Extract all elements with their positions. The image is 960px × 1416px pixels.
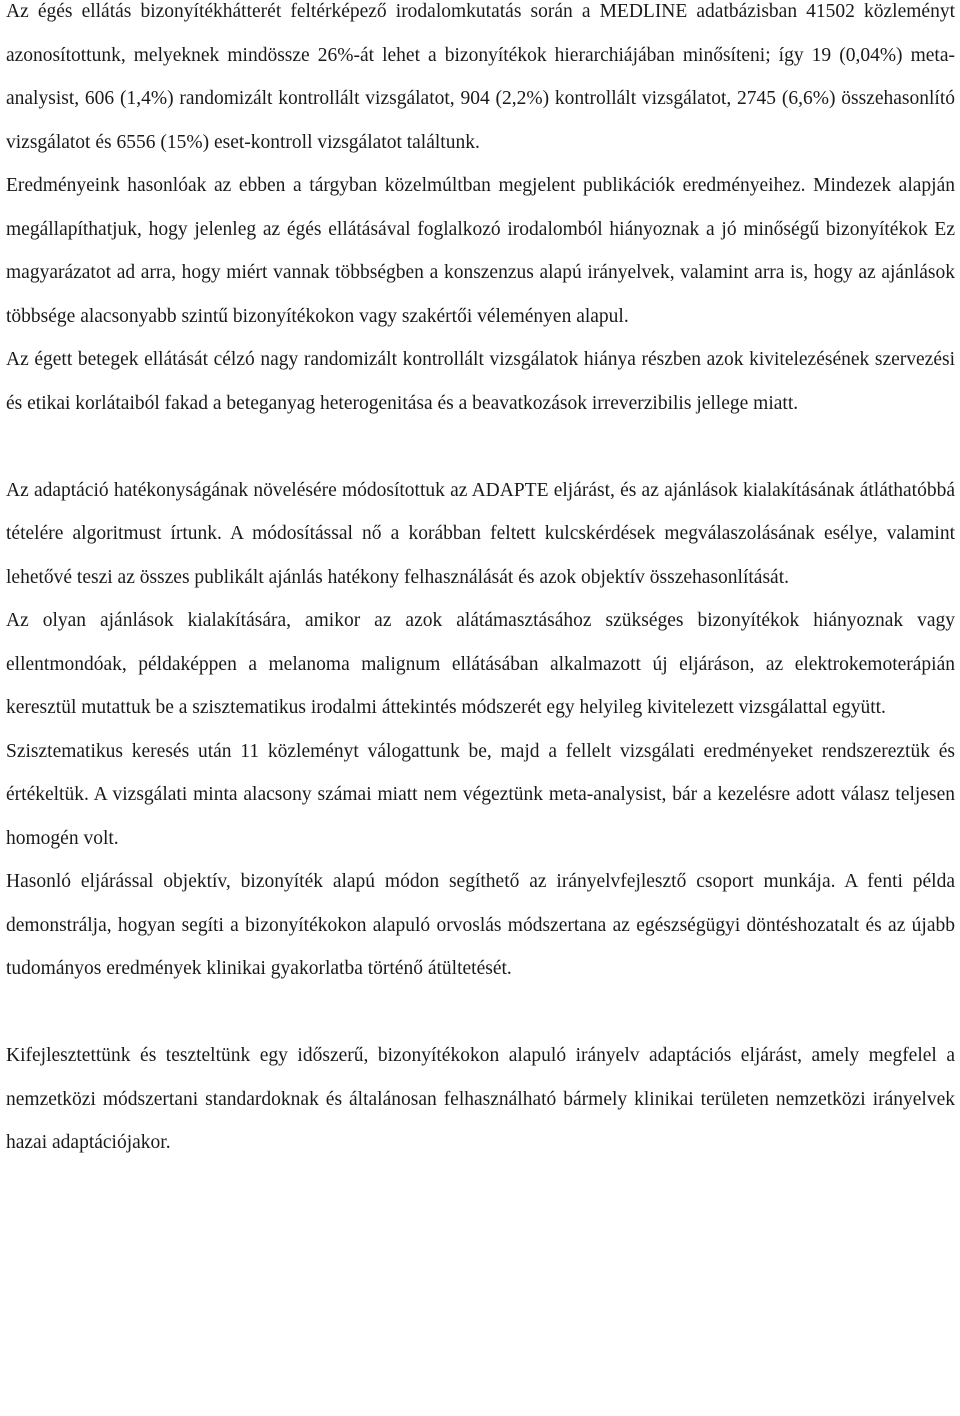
paragraph-systematic-search: Szisztematikus keresés után 11 közleményt válogattunk be, majd a fellelt vizsgálati eredményeket rendszereztük és értékeltük. A vizsgálati minta alacsony számai miatt nem végeztünk meta-analysist, bár a kezelésre adott válasz teljesen homogén volt. <box>6 740 955 849</box>
paragraph-guideline-support: Hasonló eljárással objektív, bizonyíték alapú módon segíthető az irányelvfejlesztő csoport munkája. A fenti példa demonstrálja, hogyan segíti a bizonyítékokon alapuló orvoslás módszertana az egészségügyi döntéshozatalt és az újabb tudományos eredmények klinikai gyakorlatba történő átültetését. <box>6 871 955 979</box>
paragraph-rct-limitations: Az égett betegek ellátását célzó nagy randomizált kontrollált vizsgálatok hiánya részben azok kivitelezésének szervezési és etikai korlátaiból fakad a beteganyag heterogenitása és a beavatkozások irreverzibilis jellege miatt. <box>6 349 955 414</box>
paragraph-results-comparison: Eredményeink hasonlóak az ebben a tárgyban közelmúltban megjelent publikációk eredményeihez. Mindezek alapján megállapíthatjuk, hogy jelenleg az égés ellátásával foglalkozó irodalomból hiányoznak a jó minőségű bizonyítékok Ez magyarázatot ad arra, hogy miért vannak többségben a konszenzus alapú irányelvek, valamint arra is, hogy az ajánlások többsége alacsonyabb szintű bizonyítékokon vagy szakértői véleményen alapul. <box>6 175 955 327</box>
paragraph-literature-search: Az égés ellátás bizonyítékhátterét feltérképező irodalomkutatás során a MEDLINE adatbázisban 41502 közleményt azonosítottunk, melyeknek mindössze 26%-át lehet a bizonyítékok hierarchiájában minősíteni; így 19 (0,04%) meta-analysist, 606 (1,4%) randomizált kontrollált vizsgálatot, 904 (2,2%) kontrollált vizsgálatot, 2745 (6,6%) összehasonlító vizsgálatot és 6556 (15%) eset-kontroll vizsgálatot találtunk. <box>6 1 955 153</box>
paragraph-electrochemotherapy: Az olyan ajánlások kialakítására, amikor az azok alátámasztásához szükséges bizonyítékok hiányoznak vagy ellentmondóak, példaképpen a melanoma malignum ellátásában alkalmazott új eljáráson, az elektrokemoterápián keresztül mutattuk be a szisztematikus irodalmi áttekintés módszerét egy helyileg kivitelezett vizsgálattal együtt. <box>6 610 955 718</box>
paragraph-gap <box>6 991 955 1035</box>
paragraph-conclusion: Kifejlesztettünk és teszteltünk egy időszerű, bizonyítékokon alapuló irányelv adaptációs eljárást, amely megfelel a nemzetközi módszertani standardoknak és általánosan felhasználható bármely klinikai területen nemzetközi irányelvek hazai adaptációjakor. <box>6 1045 955 1153</box>
document-page <box>6 0 955 1165</box>
paragraph-adapte-modification: Az adaptáció hatékonyságának növelésére módosítottuk az ADAPTE eljárást, és az ajánlások kialakításának átláthatóbbá tételére algoritmust írtunk. A módosítással nő a korábban feltett kulcskérdések megválaszolásának esélye, valamint lehetővé teszi az összes publikált ajánlás hatékony felhasználását és azok objektív összehasonlítását. <box>6 479 955 588</box>
paragraph-gap <box>6 425 955 469</box>
